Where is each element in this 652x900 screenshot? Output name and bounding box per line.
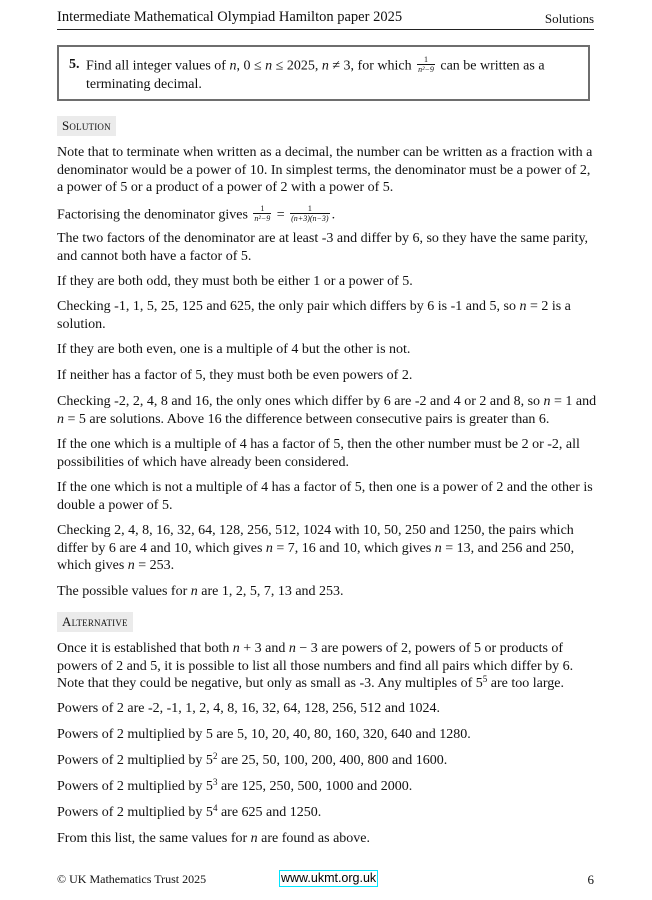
copyright: © UK Mathematics Trust 2025 bbox=[57, 872, 207, 886]
text: ≤ 2025, bbox=[272, 58, 322, 74]
text: − 3 are powers of 2, powers of 5 or products of powers of 2 and 5, it is possible to list all those numbers and find all pairs which differ by 6. Note that they could be negative, but only as small as -3. Any multiples of 5 bbox=[57, 641, 574, 691]
text: are found as above. bbox=[257, 831, 370, 846]
text: Powers of 2 multiplied by 5 bbox=[57, 805, 213, 820]
fraction-numerator: 1 bbox=[417, 55, 435, 65]
text: = 2 is a solution. bbox=[57, 299, 571, 332]
text: are 25, 50, 100, 200, 400, 800 and 1600. bbox=[217, 753, 448, 768]
solution-paragraph: Note that to terminate when written as a decimal, the number can be written as a fraction with a denominator would be a power of 10. In simplest terms, the denominator must be a power of 2, a power of 5 or a product of a power of 2 with a power of 5. bbox=[57, 145, 593, 195]
text: are too large. bbox=[487, 676, 564, 691]
var-n: n bbox=[250, 831, 258, 846]
var-n: n bbox=[57, 411, 64, 427]
exponent: 2 bbox=[212, 751, 218, 761]
text: Once it is established that both bbox=[57, 641, 233, 656]
solution-paragraph bbox=[57, 206, 597, 225]
text: Checking 2, 4, 8, 16, 32, 64, 128, 256, 512, 1024 with 10, 50, 250 and 1250, the pairs which differ by 6 are 4 and 10, which gives bbox=[57, 523, 574, 556]
solution-heading: Solution bbox=[57, 116, 116, 136]
text: . bbox=[331, 207, 336, 223]
text: + 3 and bbox=[239, 641, 289, 656]
exponent: 3 bbox=[212, 777, 218, 787]
solution-paragraph bbox=[57, 298, 597, 333]
text: = 13, and 256 and 250, which gives bbox=[57, 540, 575, 573]
solution-paragraph bbox=[57, 393, 597, 428]
text: Powers of 2 multiplied by 5 bbox=[57, 779, 213, 794]
page-header bbox=[57, 9, 594, 30]
text: = bbox=[273, 207, 289, 223]
alternative-paragraph bbox=[57, 804, 597, 822]
var-n: n bbox=[543, 394, 551, 409]
question-box bbox=[57, 45, 590, 101]
text: are 625 and 1250. bbox=[217, 805, 322, 820]
solution-paragraph: If the one which is not a multiple of 4 has a factor of 5, then one is a power of 2 and the other is double a power of 5. bbox=[57, 480, 593, 513]
var-n: n bbox=[127, 558, 135, 573]
solution-paragraph: If neither has a factor of 5, they must both be even powers of 2. bbox=[57, 368, 413, 383]
text: = 5 are solutions. Above 16 the difference between consecutive pairs is greater than 6. bbox=[64, 411, 550, 427]
text: = 7, 16 and 10, which gives bbox=[272, 540, 435, 556]
var-n: n bbox=[232, 641, 240, 656]
text: are 1, 2, 5, 7, 13 and 253. bbox=[197, 584, 344, 599]
text: Factorising the denominator gives bbox=[57, 207, 252, 223]
var-n: n bbox=[190, 584, 198, 599]
text: are 125, 250, 500, 1000 and 2000. bbox=[217, 779, 413, 794]
page-number: 6 bbox=[587, 872, 594, 887]
var-n: n bbox=[265, 58, 273, 74]
var-n: n bbox=[288, 641, 296, 656]
text: can be written as a terminating decimal. bbox=[86, 58, 545, 92]
solution-paragraph: If the one which is a multiple of 4 has a factor of 5, then the other number must be 2 or -2, all possibilities of which have already been considered. bbox=[57, 437, 580, 470]
text: The possible values for bbox=[57, 584, 191, 599]
solution-paragraph: If they are both odd, they must both be either 1 or a power of 5. bbox=[57, 274, 413, 289]
alternative-paragraph: Powers of 2 multiplied by 5 are 5, 10, 20, 40, 80, 160, 320, 640 and 1280. bbox=[57, 727, 471, 742]
fraction bbox=[253, 204, 271, 223]
alternative-paragraph bbox=[57, 778, 597, 796]
alternative-paragraph bbox=[57, 752, 597, 770]
fraction-denominator: n²−9 bbox=[254, 214, 271, 223]
exponent: 5 bbox=[482, 674, 488, 684]
solution-paragraph bbox=[57, 583, 597, 601]
text: Find all integer values of bbox=[86, 58, 230, 74]
text: Checking -1, 1, 5, 25, 125 and 625, the only pair which differs by 6 is -1 and 5, so bbox=[57, 299, 520, 314]
alternative-paragraph: Powers of 2 are -2, -1, 1, 2, 4, 8, 16, 32, 64, 128, 256, 512 and 1024. bbox=[57, 701, 441, 716]
var-n: n bbox=[519, 299, 527, 314]
page-footer bbox=[57, 870, 594, 888]
text: Powers of 2 multiplied by 5 bbox=[57, 753, 213, 768]
text: Checking -2, 2, 4, 8 and 16, the only ones which differ by 6 are -2 and 4 or 2 and 8, so bbox=[57, 394, 544, 409]
document-title: Intermediate Mathematical Olympiad Hamilton paper 2025 bbox=[57, 9, 403, 25]
var-n: n bbox=[265, 540, 273, 556]
var-n: n bbox=[434, 540, 442, 556]
text: = 253. bbox=[134, 558, 175, 573]
fraction bbox=[417, 55, 435, 74]
solution-paragraph bbox=[57, 522, 597, 575]
website-link[interactable]: www.ukmt.org.uk bbox=[281, 871, 377, 885]
alternative-heading: Alternative bbox=[57, 612, 133, 632]
alternative-paragraph bbox=[57, 640, 597, 693]
question-number: 5. bbox=[69, 57, 80, 72]
text: ≠ 3, for which bbox=[328, 58, 416, 74]
fraction-numerator: 1 bbox=[290, 204, 329, 214]
fraction-denominator: n²−9 bbox=[418, 65, 434, 74]
solution-paragraph: The two factors of the denominator are at least -3 and differ by 6, so they have the same parity, and cannot both have a factor of 5. bbox=[57, 231, 589, 264]
text: From this list, the same values for bbox=[57, 831, 251, 846]
var-n: n bbox=[321, 58, 329, 74]
fraction bbox=[290, 204, 329, 223]
fraction-numerator: 1 bbox=[253, 204, 271, 214]
section-label: Solutions bbox=[544, 11, 594, 26]
alternative-paragraph bbox=[57, 830, 597, 848]
text: = 1 and bbox=[550, 394, 597, 409]
solution-paragraph: If they are both even, one is a multiple of 4 but the other is not. bbox=[57, 342, 411, 357]
question-text bbox=[86, 57, 586, 93]
var-n: n bbox=[229, 58, 237, 74]
fraction-denominator: (n+3)(n−3) bbox=[291, 214, 329, 223]
text: , 0 ≤ bbox=[236, 58, 266, 74]
exponent: 4 bbox=[212, 803, 218, 813]
